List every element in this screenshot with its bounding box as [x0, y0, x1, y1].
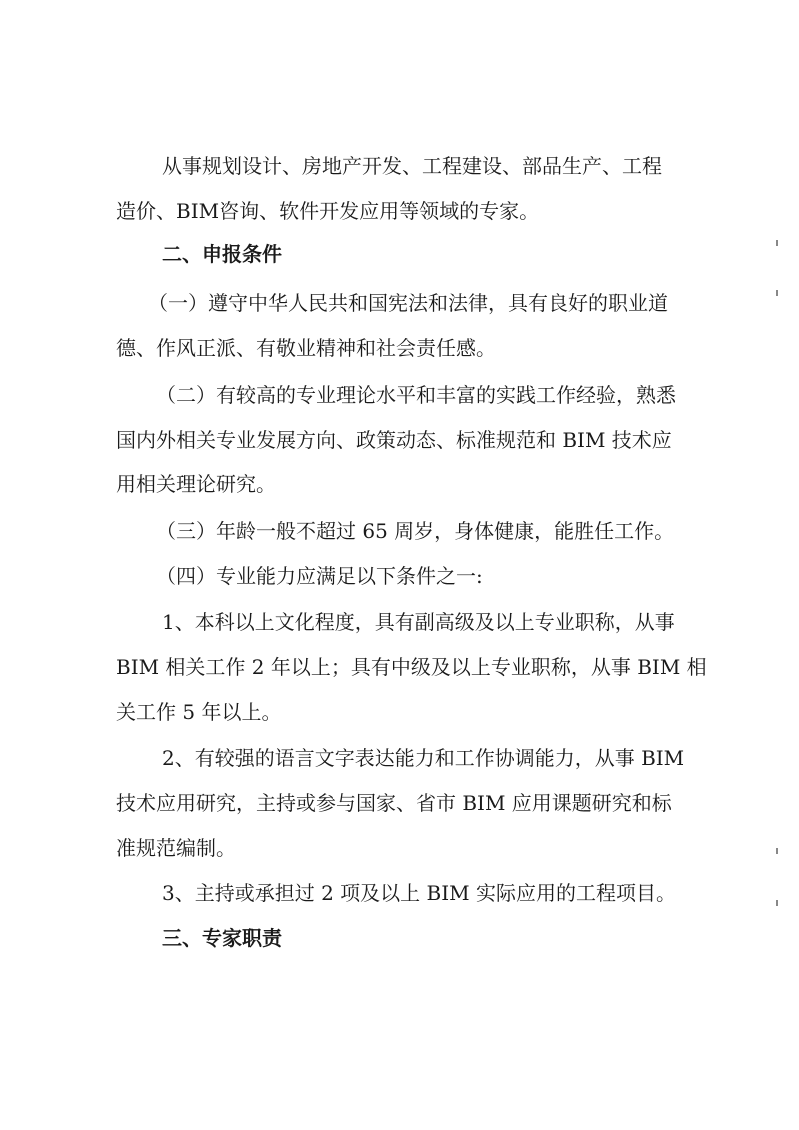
sub-2-line-2: 技术应用研究，主持或参与国家、省市 BIM 应用课题研究和标 [116, 791, 672, 815]
scan-mark [776, 848, 778, 854]
sub-1-line-1: 1、本科以上文化程度，具有副高级及以上专业职称，从事 [162, 610, 675, 634]
intro-line-2: 造价、BIM咨询、软件开发应用等领域的专家。 [116, 199, 540, 223]
scan-mark [776, 290, 778, 296]
item-4-line-1: （四）专业能力应满足以下条件之一: [156, 564, 483, 588]
sub-3-line-1: 3、主持或承担过 2 项及以上 BIM 实际应用的工程项目。 [162, 881, 676, 905]
item-2-line-2: 国内外相关专业发展方向、政策动态、标准规范和 BIM 技术应 [116, 428, 672, 452]
section-2-heading: 二、申报条件 [162, 242, 282, 266]
item-1-line-1: （一）遵守中华人民共和国宪法和法律，具有良好的职业道 [148, 291, 668, 315]
intro-line-1: 从事规划设计、房地产开发、工程建设、部品生产、工程 [162, 154, 662, 178]
scan-mark [776, 900, 778, 906]
item-3-line-1: （三）年龄一般不超过 65 周岁，身体健康，能胜任工作。 [156, 519, 675, 543]
section-3-heading: 三、专家职责 [162, 926, 282, 950]
item-1-line-2: 德、作风正派、有敬业精神和社会责任感。 [116, 336, 496, 360]
item-2-line-1: （二）有较高的专业理论水平和丰富的实践工作经验，熟悉 [156, 383, 676, 407]
scan-mark [776, 240, 778, 246]
sub-2-line-1: 2、有较强的语言文字表达能力和工作协调能力，从事 BIM [162, 746, 685, 770]
sub-1-line-2: BIM 相关工作 2 年以上；具有中级及以上专业职称，从事 BIM 相 [116, 655, 707, 679]
sub-2-line-3: 准规范编制。 [116, 836, 236, 860]
sub-1-line-3: 关工作 5 年以上。 [116, 700, 282, 724]
item-2-line-3: 用相关理论研究。 [116, 472, 276, 496]
